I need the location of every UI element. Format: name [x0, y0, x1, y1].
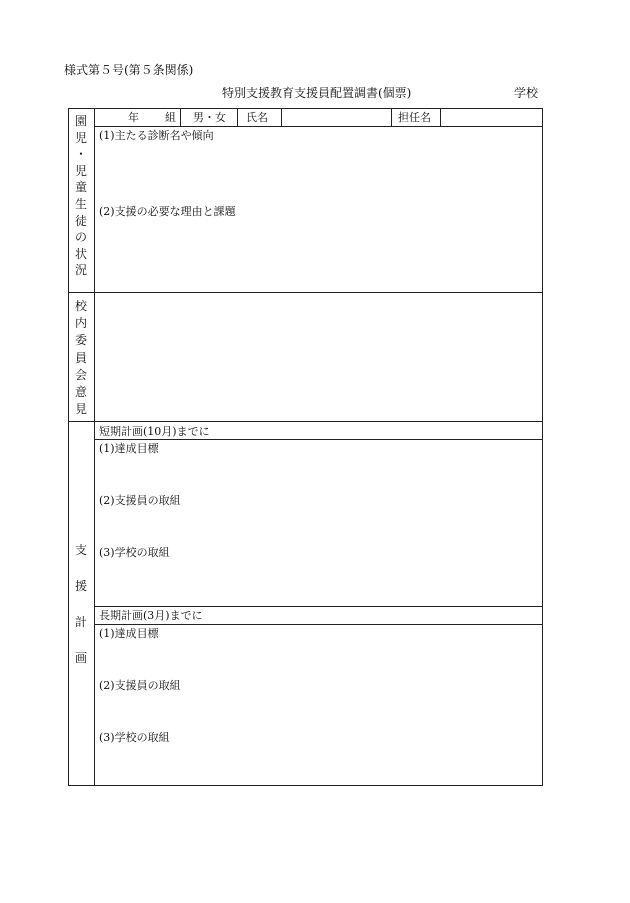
name-field[interactable]	[285, 112, 389, 124]
long-term-goal-item: (1)達成目標	[99, 627, 159, 640]
support-reason-item: (2)支援の必要な理由と課題	[99, 205, 236, 218]
long-term-plan-header: 長期計画(3月)までに	[99, 609, 203, 622]
name-label: 氏名	[246, 111, 268, 124]
short-term-school-item: (3)学校の取組	[99, 546, 170, 559]
student-status-side-label: 園 児 ・ 児 童 生 徒 の 状 況	[74, 114, 87, 278]
gender-label: 男・女	[193, 111, 226, 124]
school-suffix: 学校	[514, 86, 539, 100]
year-label: 年	[128, 111, 139, 124]
short-term-goal-item: (1)達成目標	[99, 442, 159, 455]
diagnosis-item: (1)主たる診断名や傾向	[99, 129, 214, 142]
short-term-assistant-item: (2)支援員の取組	[99, 494, 181, 507]
support-plan-side-label: 支 援 計 画	[74, 543, 87, 665]
long-term-assistant-item: (2)支援員の取組	[99, 679, 181, 692]
short-term-plan-header: 短期計画(10月)までに	[99, 425, 210, 438]
form-number: 様式第５号(第５条関係)	[64, 63, 194, 77]
committee-opinion-side-label: 校 内 委 員 会 意 見	[74, 299, 87, 417]
class-label: 組	[165, 111, 176, 124]
form-title: 特別支援教育支援員配置調書(個票)	[222, 86, 412, 100]
teacher-label: 担任名	[398, 111, 431, 124]
teacher-field[interactable]	[444, 112, 540, 124]
long-term-school-item: (3)学校の取組	[99, 731, 170, 744]
